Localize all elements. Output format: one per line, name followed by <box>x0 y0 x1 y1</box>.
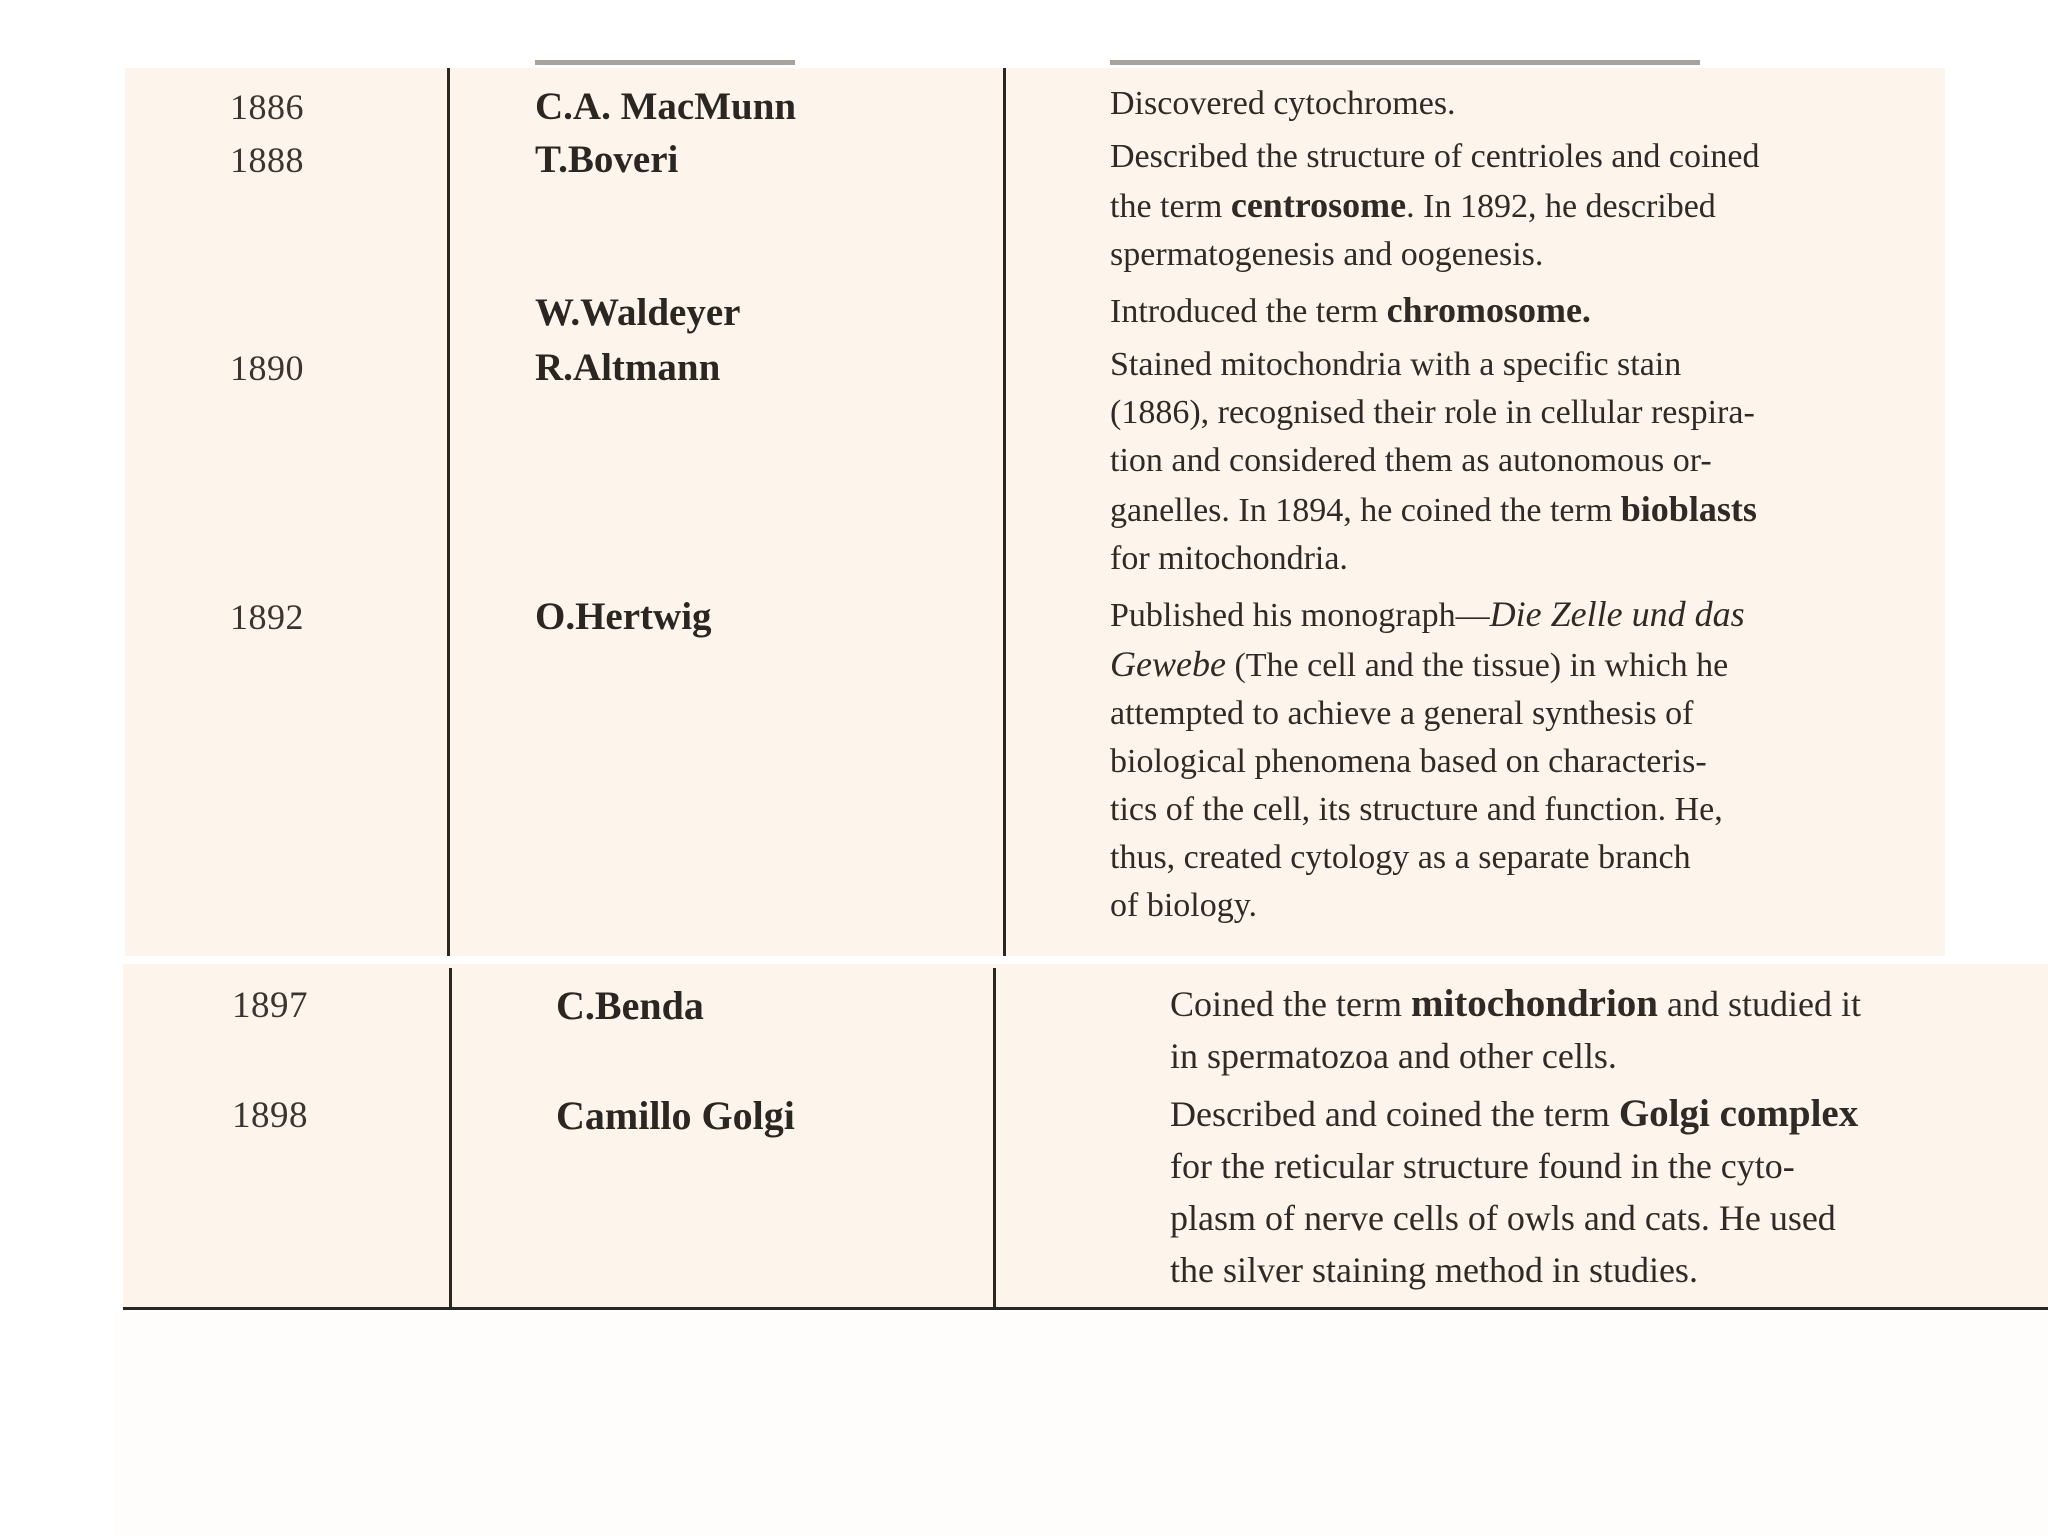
text-run: tion and considered them as autonomous or- <box>1110 442 1712 479</box>
blank-area <box>115 1312 2048 1536</box>
description-line <box>1110 640 1745 690</box>
text-run: for the reticular structure found in the cyto- <box>1170 1146 1795 1186</box>
text-run: (The cell and the tissue) in which he <box>1225 647 1729 684</box>
text-run: the term <box>1110 188 1231 225</box>
text-run: biological phenomena based on characteris- <box>1110 743 1707 780</box>
row-year: 1897 <box>232 985 308 1026</box>
description-line <box>1170 1140 1858 1192</box>
description-line <box>1110 690 1745 738</box>
text-run: Discovered cytochromes. <box>1110 85 1456 122</box>
text-run: for mitochondria. <box>1110 540 1348 577</box>
text-run: Coined the term <box>1170 984 1411 1024</box>
text-run: the silver staining method in studies. <box>1170 1250 1698 1290</box>
description-line <box>1110 535 1757 583</box>
description-line <box>1110 181 1760 231</box>
row-name: C.A. MacMunn <box>535 85 797 128</box>
row-name: R.Altmann <box>535 346 721 389</box>
text-run: . In 1892, he described <box>1406 188 1716 225</box>
row-description <box>1110 590 1745 930</box>
text-run: and studied it <box>1657 984 1861 1024</box>
text-run: tics of the cell, its structure and function. He, <box>1110 791 1723 828</box>
text-run: Stained mitochondria with a specific stain <box>1110 346 1682 383</box>
row-description <box>1170 1088 1858 1296</box>
row-name: W.Waldeyer <box>535 291 741 334</box>
row-year: 1892 <box>230 597 304 637</box>
column-divider <box>449 968 452 1307</box>
text-run: in spermatozoa and other cells. <box>1170 1036 1617 1076</box>
row-name: T.Boveri <box>535 138 679 181</box>
description-line <box>1170 1192 1858 1244</box>
text-run: spermatogenesis and oogenesis. <box>1110 236 1544 273</box>
description-line <box>1110 133 1760 181</box>
text-run: Published his monograph— <box>1110 597 1490 634</box>
description-line <box>1110 590 1745 640</box>
description-line <box>1110 341 1757 389</box>
text-run: attempted to achieve a general synthesis of <box>1110 695 1694 732</box>
cut-off-row-name <box>535 44 795 68</box>
row-description <box>1170 978 1861 1082</box>
row-year: 1898 <box>232 1095 308 1136</box>
text-run: thus, created cytology as a separate branch <box>1110 839 1691 876</box>
cut-off-row-description <box>1110 44 1700 68</box>
text-run: Introduced the term <box>1110 293 1387 330</box>
description-line <box>1110 437 1757 485</box>
row-description <box>1110 133 1760 279</box>
text-run: of biology. <box>1110 887 1258 924</box>
description-line <box>1110 286 1591 336</box>
description-line <box>1110 231 1760 279</box>
text-run: plasm of nerve cells of owls and cats. He used <box>1170 1198 1836 1238</box>
description-line <box>1170 978 1861 1030</box>
text-run: (1886), recognised their role in cellular respira- <box>1110 394 1755 431</box>
description-line <box>1170 1030 1861 1082</box>
description-line <box>1110 834 1745 882</box>
row-year: 1886 <box>230 87 304 127</box>
italic-title: Gewebe <box>1110 644 1226 684</box>
table-bottom-rule <box>123 1307 2048 1310</box>
description-line <box>1110 389 1757 437</box>
text-run: ganelles. In 1894, he coined the term <box>1110 492 1621 529</box>
bold-term: bioblasts <box>1620 489 1757 529</box>
description-line <box>1110 485 1757 535</box>
description-line <box>1110 882 1745 930</box>
text-run: Described the structure of centrioles and coined <box>1110 138 1760 175</box>
row-name: C.Benda <box>556 983 704 1028</box>
column-divider <box>447 68 450 956</box>
description-line <box>1170 1244 1858 1296</box>
row-description <box>1110 80 1456 128</box>
row-description <box>1110 341 1757 583</box>
column-divider <box>993 968 996 1307</box>
description-line <box>1110 786 1745 834</box>
row-name: O.Hertwig <box>535 595 712 638</box>
bold-term: chromosome. <box>1386 290 1591 330</box>
text-run: Described and coined the term <box>1170 1094 1619 1134</box>
row-description <box>1110 286 1591 336</box>
description-line <box>1110 80 1456 128</box>
description-line <box>1170 1088 1858 1140</box>
bold-term: Golgi complex <box>1618 1092 1859 1135</box>
row-year: 1888 <box>230 140 304 180</box>
description-line <box>1110 738 1745 786</box>
row-year: 1890 <box>230 348 304 388</box>
bold-term: mitochondrion <box>1410 982 1658 1025</box>
bold-term: centrosome <box>1230 185 1407 225</box>
row-name: Camillo Golgi <box>556 1093 795 1138</box>
column-divider <box>1003 68 1006 956</box>
italic-title: Die Zelle und das <box>1489 594 1745 634</box>
